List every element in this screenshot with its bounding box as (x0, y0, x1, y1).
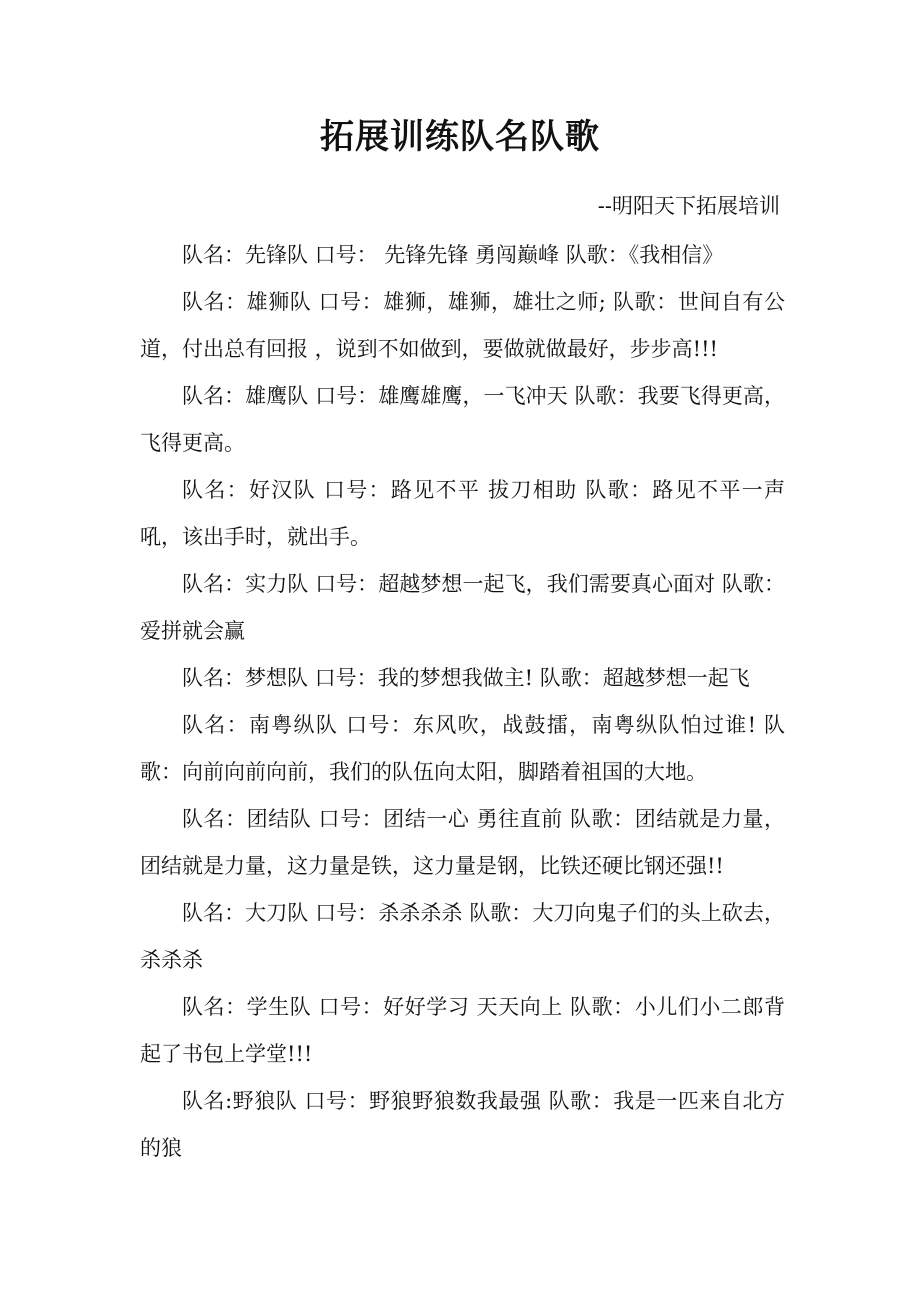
paragraph-team-6: 队名：梦想队 口号：我的梦想我做主! 队歌：超越梦想一起飞 (182, 666, 750, 690)
paragraph-team-7: 队名：南粤纵队 口号：东风吹，战鼓擂，南粤纵队怕过谁! 队歌：向前向前向前，我们的队伍向太阳，脚踏着祖国的大地。 (140, 713, 785, 784)
paragraph-team-4: 队名：好汉队 口号：路见不平 拔刀相助 队歌：路见不平一声吼，该出手时，就出手。 (140, 478, 785, 549)
paragraph-team-8: 队名：团结队 口号：团结一心 勇往直前 队歌：团结就是力量，团结就是力量，这力量是铁，这力量是钢，比铁还硬比钢还强!! (140, 807, 785, 878)
paragraph-team-5: 队名：实力队 口号：超越梦想一起飞，我们需要真心面对 队歌：爱拼就会赢 (140, 572, 785, 643)
paragraph-team-1: 队名：先锋队 口号： 先锋先锋 勇闯巅峰 队歌：《我相信》 (182, 243, 724, 267)
paragraph-team-10: 队名：学生队 口号：好好学习 天天向上 队歌：小儿们小二郎背起了书包上学堂!!! (140, 995, 785, 1066)
document-body (140, 232, 785, 1172)
document-subtitle: --明阳天下拓展培训 (597, 194, 780, 218)
document-title: 拓展训练队名队歌 (320, 117, 600, 157)
paragraph-team-3: 队名：雄鹰队 口号：雄鹰雄鹰，一飞冲天 队歌：我要飞得更高，飞得更高。 (140, 384, 785, 455)
paragraph-team-9: 队名：大刀队 口号：杀杀杀杀 队歌：大刀向鬼子们的头上砍去，杀杀杀 (140, 901, 785, 972)
paragraph-team-11: 队名:野狼队 口号：野狼野狼数我最强 队歌：我是一匹来自北方的狼 (140, 1089, 785, 1160)
paragraph-team-2: 队名：雄狮队 口号：雄狮，雄狮，雄壮之师; 队歌：世间自有公道，付出总有回报 ，说到不如做到，要做就做最好，步步高!!! (140, 290, 785, 361)
